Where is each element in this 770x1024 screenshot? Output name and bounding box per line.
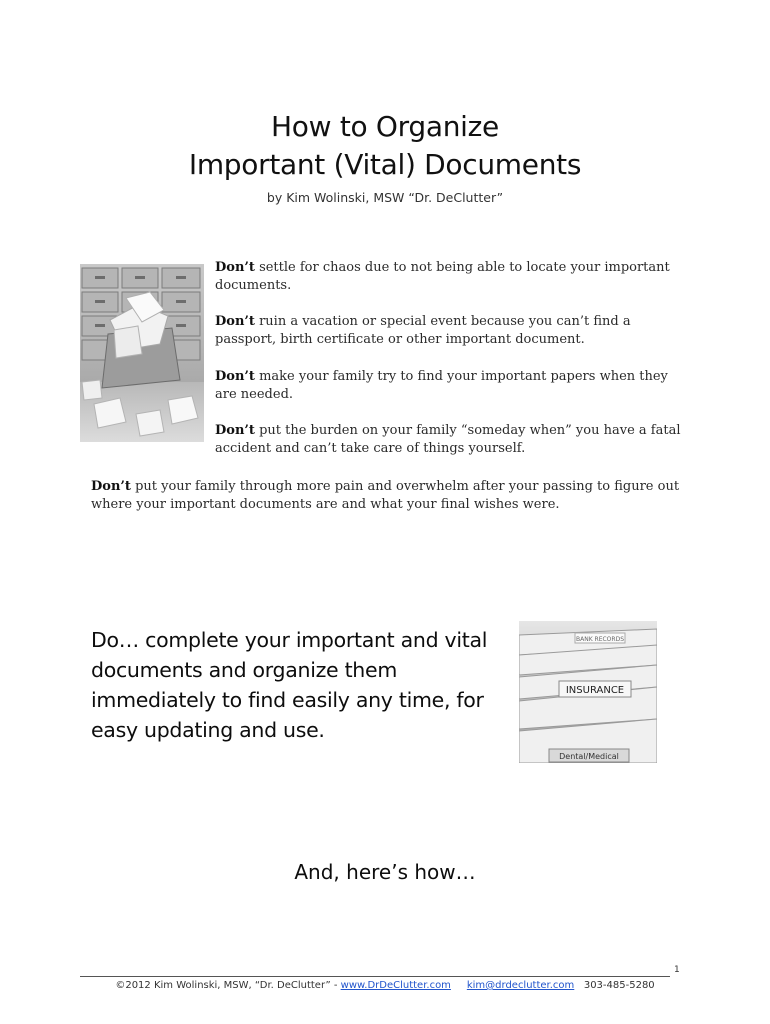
- dont-text: make your family try to find your important papers when they are needed.: [215, 369, 668, 402]
- page-number: 1: [674, 965, 680, 975]
- page-title-line-2: Important (Vital) Documents: [188, 148, 582, 181]
- dont-lead: Don’t: [215, 423, 255, 438]
- dont-text: put your family through more pain and overwhelm after your passing to figure out where your important documents are and what your final wishes were.: [91, 479, 680, 512]
- tab-label-insurance: INSURANCE: [565, 685, 625, 696]
- footer-phone: 303-485-5280: [583, 980, 655, 991]
- dont-text: put the burden on your family “someday when” you have a fatal accident and can’t take care of things yourself.: [215, 423, 681, 456]
- tab-label-top: BANK RECORDS: [575, 636, 625, 643]
- tab-label-bottom: Dental/Medical: [559, 752, 619, 761]
- footer-rule: [80, 976, 670, 977]
- dont-paragraph-5: [91, 478, 691, 514]
- footer-copyright: ©2012 Kim Wolinski, MSW, “Dr. DeClutter” -: [115, 980, 341, 991]
- title-block: [0, 108, 770, 205]
- dont-lead: Don’t: [91, 479, 131, 494]
- dont-text: ruin a vacation or special event because you can’t find a passport, birth certificate or other important document.: [215, 314, 631, 347]
- dont-paragraph-2: [215, 313, 685, 349]
- file-folders-photo: [519, 621, 657, 763]
- dont-paragraph-4: [215, 422, 685, 458]
- do-statement: Do… complete your important and vital documents and organize them immediately to find easily any time, for easy updating and use.: [91, 628, 488, 742]
- dont-paragraph-1: [215, 259, 685, 295]
- and-heres-how: And, here’s how…: [294, 860, 476, 884]
- dont-paragraph-3: [215, 368, 685, 404]
- footer-email-link[interactable]: kim@drdeclutter.com: [466, 980, 575, 991]
- filing-cabinet-photo: [80, 264, 204, 442]
- dont-text: settle for chaos due to not being able to locate your important documents.: [215, 260, 670, 293]
- footer-website-link[interactable]: www.DrDeClutter.com: [340, 980, 451, 991]
- dont-lead: Don’t: [215, 260, 255, 275]
- page-title-line-1: How to Organize: [271, 110, 499, 143]
- dont-lead: Don’t: [215, 314, 255, 329]
- footer: [0, 980, 770, 991]
- dont-lead: Don’t: [215, 369, 255, 384]
- byline: by Kim Wolinski, MSW “Dr. DeClutter”: [266, 190, 504, 205]
